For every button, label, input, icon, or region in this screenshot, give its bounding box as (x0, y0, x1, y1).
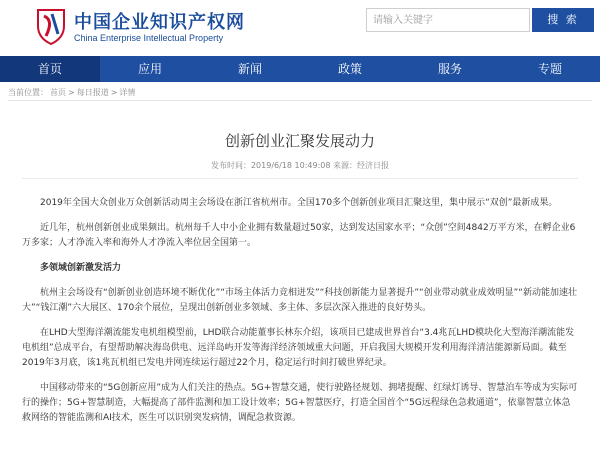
breadcrumb-link-daily[interactable]: 每日报道 (76, 88, 109, 97)
divider (22, 178, 578, 179)
search-input[interactable] (366, 8, 530, 32)
site-logo-icon[interactable] (34, 6, 68, 46)
article-subheading: 多领域创新激发活力 (40, 263, 122, 273)
search-button[interactable]: 搜 索 (532, 8, 594, 32)
breadcrumb-separator: > (68, 88, 75, 97)
nav-item-news[interactable]: 新闻 (237, 62, 262, 76)
article-title: 创新创业汇聚发展动力 (224, 132, 375, 150)
article-paragraph: 杭州主会场设有“创新创业创造环境不断优化”“市场主体活力竞相迸发”“科技创新能力显著提升”“创业带动就业成效明显”“新动能加速壮大”“钱江潮”六大展区、170余个展位，呈现出创新创业多领域、多主体、多层次深入推进的良好势头。 (22, 288, 577, 313)
site-subtitle: China Enterprise Intellectual Property (74, 33, 224, 43)
nav-item-home[interactable]: 首页 (0, 56, 100, 82)
article-body (22, 196, 578, 436)
article-paragraph: 近几年，杭州创新创业成果频出。杭州每千人中小企业拥有数量超过50家，达到发达国家水平；“众创”空间4842万平方米，在孵企业6万多家；人才净流入率和海外人才净流入率位居全国第一。 (22, 223, 576, 248)
site-title[interactable]: 中国企业知识产权网 (74, 12, 245, 33)
site-header (0, 0, 600, 56)
article-paragraph: 2019年全国大众创业万众创新活动周主会场设在浙江省杭州市。全国170多个创新创业项目汇聚这里，集中展示“双创”最新成果。 (40, 198, 558, 208)
breadcrumb (8, 87, 137, 98)
article-paragraph: 在LHD大型海洋潮流能发电机组模型前，LHD联合动能董事长林东介绍，该项目已建成世界首台“3.4兆瓦LHD模块化大型海洋潮流能发电机组”总成平台，有望帮助解决海岛供电、远洋岛屿开发等海洋经济领域重大问题，开启我国大规模开发利用海洋清洁能源新局面。截至2019年3月底，该1兆瓦机组已发电并网连续运行超过22个月，稳定运行时间打破世界纪录。 (22, 328, 575, 368)
breadcrumb-separator: > (110, 88, 118, 97)
nav-item-service[interactable]: 服务 (437, 62, 462, 76)
article-meta: 发布时间：2019/6/18 10:49:08 来源：经济日报 (210, 161, 390, 170)
nav-item-topic[interactable]: 专题 (537, 62, 562, 76)
breadcrumb-current: 详情 (119, 88, 136, 97)
breadcrumb-prefix: 当前位置： (8, 88, 48, 97)
nav-item-policy[interactable]: 政策 (337, 62, 362, 76)
nav-item-application[interactable]: 应用 (137, 62, 162, 76)
article-paragraph: 中国移动带来的“5G创新应用”成为人们关注的热点。5G+智慧交通，使行驶路径规划、拥堵提醒、红绿灯诱导、智慧泊车等成为实际可行的操作；5G+智慧制造，大幅提高了部件监测和加工设计效率；5G+智慧医疗，打造全国首个“5G远程绿色急救通道”，依靠智慧立体急救网络的智能监测和AI技术，医生可以识别突发病情，调配急救资源。 (22, 383, 578, 423)
breadcrumb-link-home[interactable]: 首页 (50, 88, 66, 97)
divider (8, 100, 592, 101)
main-nav (0, 56, 600, 82)
